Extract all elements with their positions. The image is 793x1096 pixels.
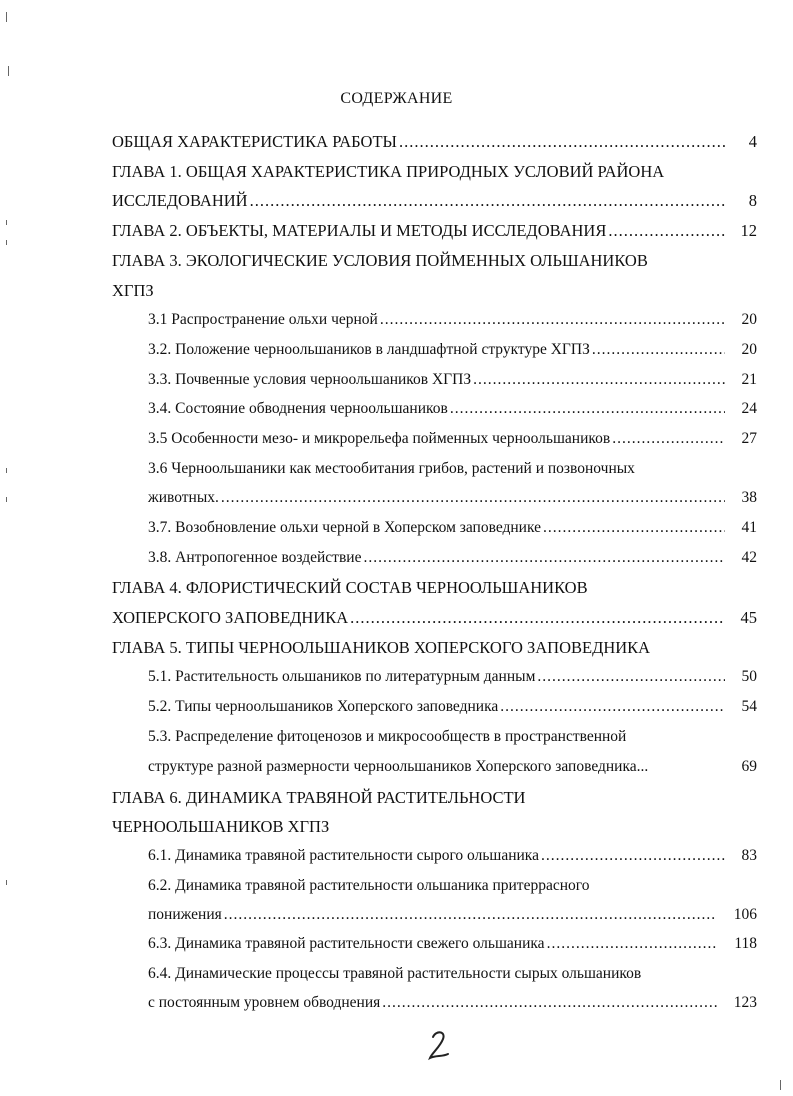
scan-mark — [6, 468, 7, 473]
toc-entry-text: ЧЕРНООЛЬШАНИКОВ ХГПЗ — [112, 817, 330, 836]
toc-entry-3-1 — [148, 311, 757, 329]
toc-entry-5-1 — [148, 668, 757, 686]
toc-entry-page: 42 — [741, 549, 757, 566]
toc-entry-3-6-cont — [148, 489, 757, 507]
toc-entry-text: 3.7. Возобновление ольхи черной в Хоперском заповеднике — [148, 519, 542, 536]
toc-entry-chapter-2 — [112, 221, 757, 241]
toc-entry-chapter-1 — [112, 162, 757, 182]
toc-entry-6-2 — [148, 877, 757, 895]
toc-entry-chapter-4 — [112, 578, 757, 598]
toc-entry-text: ИССЛЕДОВАНИЙ — [112, 191, 248, 210]
toc-entry-text: 3.1 Распространение ольхи черной — [148, 311, 378, 328]
toc-entry-text: 5.3. Распределение фитоценозов и микросообществ в пространственной — [148, 728, 627, 745]
toc-entry-page: 118 — [734, 935, 757, 952]
toc-entry-6-1 — [148, 847, 757, 865]
toc-entry-page: 24 — [741, 400, 757, 417]
toc-entry-general — [112, 132, 757, 152]
toc-entry-3-3 — [148, 371, 757, 389]
toc-entry-text: 3.8. Антропогенное воздействие — [148, 549, 362, 566]
toc-entry-text: 6.1. Динамика травяной растительности сырого ольшаника — [148, 847, 539, 864]
toc-entry-text: 6.3. Динамика травяной растительности свежего ольшаника — [148, 935, 545, 952]
scan-mark — [6, 240, 7, 245]
toc-entry-6-3 — [148, 935, 757, 953]
toc-entry-text: ГЛАВА 4. ФЛОРИСТИЧЕСКИЙ СОСТАВ ЧЕРНООЛЬШАНИКОВ — [112, 578, 588, 597]
toc-entry-text: 5.2. Типы черноольшаников Хоперского заповедника — [148, 698, 499, 715]
toc-entry-chapter-1-cont — [112, 191, 757, 211]
toc-entry-page: 20 — [741, 341, 757, 358]
scan-mark — [6, 497, 7, 502]
toc-entry-text: 6.2. Динамика травяной растительности ольшаника притеррасного — [148, 877, 590, 894]
toc-entry-page: 50 — [741, 668, 757, 685]
toc-entry-page: 21 — [741, 371, 757, 388]
toc-entry-text: ГЛАВА 6. ДИНАМИКА ТРАВЯНОЙ РАСТИТЕЛЬНОСТИ — [112, 788, 526, 807]
toc-entry-text: 3.5 Особенности мезо- и микрорельефа пойменных черноольшаников — [148, 430, 611, 447]
toc-entry-chapter-4-cont — [112, 608, 757, 628]
handwritten-page-number — [424, 1028, 456, 1062]
toc-entry-text: ОБЩАЯ ХАРАКТЕРИСТИКА РАБОТЫ — [112, 132, 397, 151]
toc-entry-text: 3.6 Черноольшаники как местообитания грибов, растений и позвоночных — [148, 460, 635, 477]
toc-entry-6-2-cont — [148, 906, 757, 924]
toc-entry-text: структуре разной размерности черноольшаников Хоперского заповедника... — [148, 758, 649, 775]
toc-entry-page: 20 — [741, 311, 757, 328]
scan-mark — [6, 880, 7, 885]
toc-entry-chapter-3 — [112, 251, 757, 271]
toc-entry-text: 3.4. Состояние обводнения черноольшаников — [148, 400, 448, 417]
toc-entry-text: понижения — [148, 906, 222, 923]
toc-entry-3-2 — [148, 341, 757, 359]
toc-entry-3-5 — [148, 430, 757, 448]
toc-entry-chapter-6-cont — [112, 817, 757, 837]
toc-entry-3-6 — [148, 460, 757, 478]
toc-entry-6-4-cont — [148, 994, 757, 1012]
toc-entry-text: 6.4. Динамические процессы травяной растительности сырых ольшаников — [148, 965, 642, 982]
toc-entry-text: животных. — [148, 489, 219, 506]
toc-entry-5-3-cont — [148, 758, 757, 776]
toc-entry-text: с постоянным уровнем обводнения — [148, 994, 381, 1011]
toc-entry-page: 38 — [741, 489, 757, 506]
toc-entry-text: ГЛАВА 2. ОБЪЕКТЫ, МАТЕРИАЛЫ И МЕТОДЫ ИССЛЕДОВАНИЯ — [112, 221, 607, 240]
toc-entry-text: ГЛАВА 1. ОБЩАЯ ХАРАКТЕРИСТИКА ПРИРОДНЫХ УСЛОВИЙ РАЙОНА — [112, 162, 665, 181]
toc-entry-text: ХГПЗ — [112, 281, 154, 300]
toc-entry-text: ГЛАВА 5. ТИПЫ ЧЕРНООЛЬШАНИКОВ ХОПЕРСКОГО ЗАПОВЕДНИКА — [112, 638, 651, 657]
scan-mark — [780, 1080, 781, 1090]
toc-entry-page: 4 — [748, 132, 757, 151]
toc-entry-6-4 — [148, 965, 757, 983]
toc-entry-page: 45 — [740, 608, 757, 627]
toc-entry-page: 106 — [733, 906, 757, 923]
toc-entry-3-7 — [148, 519, 757, 537]
scan-mark — [6, 220, 7, 225]
page-title: СОДЕРЖАНИЕ — [340, 90, 453, 107]
toc-entry-page: 8 — [748, 191, 757, 210]
toc-entry-text: 3.2. Положение черноольшаников в ландшафтной структуре ХГПЗ — [148, 341, 590, 358]
toc-entry-text: 5.1. Растительность ольшаников по литературным данным — [148, 668, 536, 685]
toc-entry-page: 123 — [733, 994, 757, 1011]
toc-entry-page: 83 — [741, 847, 757, 864]
toc-entry-page: 12 — [740, 221, 757, 240]
toc-entry-chapter-5 — [112, 638, 757, 658]
toc-entry-text: ХОПЕРСКОГО ЗАПОВЕДНИКА — [112, 608, 349, 627]
toc-entry-3-4 — [148, 400, 757, 418]
toc-entry-5-3 — [148, 728, 757, 746]
toc-entry-page: 41 — [741, 519, 757, 536]
toc-entry-5-2 — [148, 698, 757, 716]
toc-entry-page: 69 — [741, 758, 757, 775]
scan-mark — [6, 12, 7, 22]
toc-entry-text: 3.3. Почвенные условия черноольшаников ХГПЗ — [148, 371, 472, 388]
toc-entry-chapter-3-cont — [112, 281, 757, 301]
toc-entry-text: ГЛАВА 3. ЭКОЛОГИЧЕСКИЕ УСЛОВИЯ ПОЙМЕННЫХ ОЛЬШАНИКОВ — [112, 251, 648, 270]
toc-entry-chapter-6 — [112, 788, 757, 808]
toc-entry-page: 54 — [741, 698, 757, 715]
toc-entry-page: 27 — [741, 430, 757, 447]
toc-entry-3-8 — [148, 549, 757, 567]
scan-mark — [8, 66, 9, 76]
